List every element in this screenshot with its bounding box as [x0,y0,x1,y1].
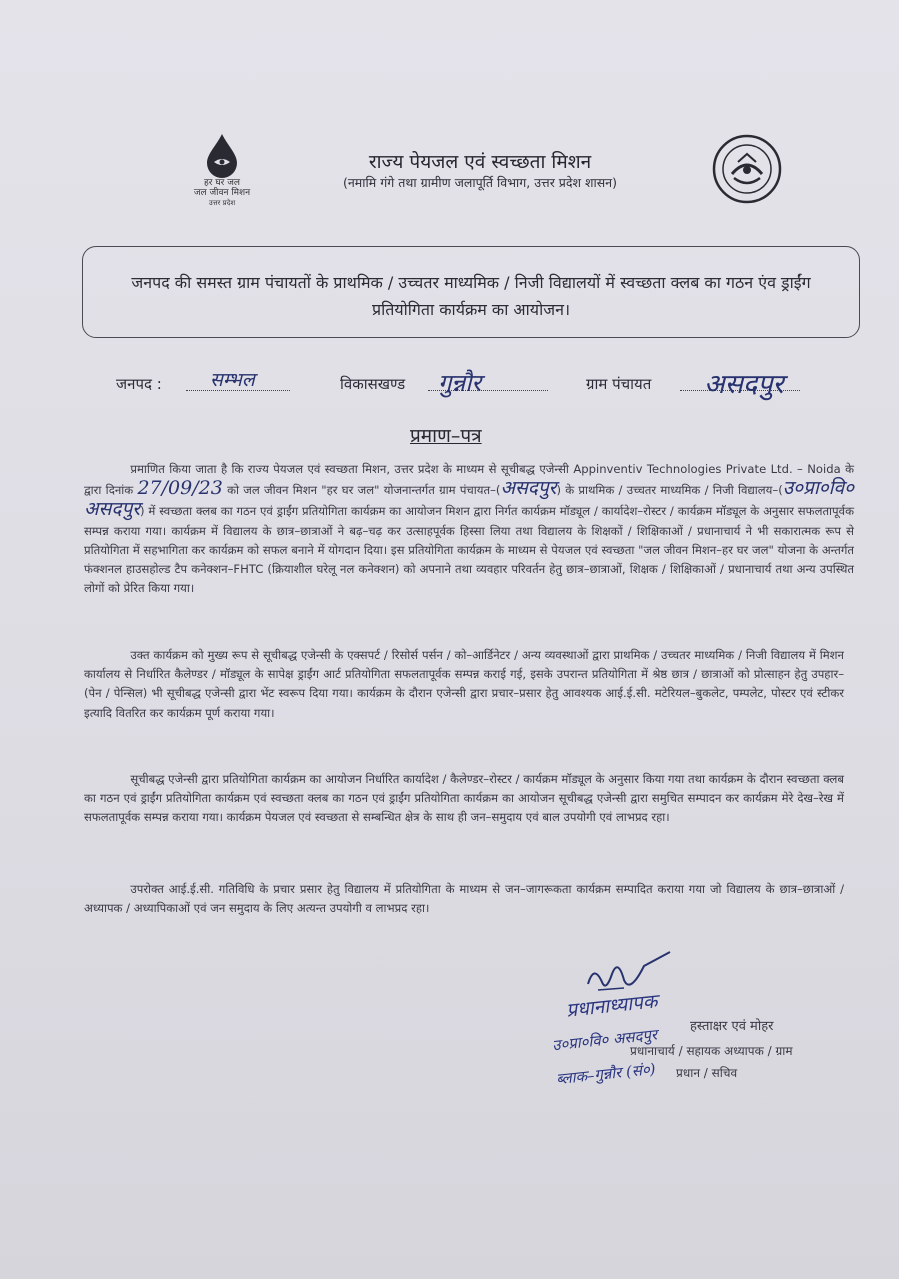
date-value: 27/09/23 [137,477,223,500]
stamp-line-1: प्रधानाध्यापक [565,990,659,1022]
school-inline-value: उ०प्रा०वि० असदपुर [84,477,854,521]
logo-caption-3: उत्तर प्रदेश [208,199,236,207]
p1-part-d: ) में स्वच्छता क्लब का गठन एवं ड्राईंग प्रतियोगिता कार्यक्रम का आयोजन मिशन द्वारा निर्गत कार्यक्रम मॉड्यूल / कार्यादेश–रोस्टर / कार्यक्रम मॉड्यूल के अनुसार सफलतापूर्वक सम्पन्न कराया गया। कार्यक्रम में विद्यालय के छात्र–छात्राओं ने बढ़–चढ़ कर उत्साहपूर्वक हिस्सा लिया तथा विद्यालय के शिक्षकों / शिक्षिकाओं / प्रधानाचार्य ने भी सकारात्मक रूप से प्रतियोगिता में सहभागिता कर कार्यक्रम को सफल बनाने में योगदान दिया। इस प्रतियोगिता कार्यक्रम के माध्यम से पेयजल एवं स्वच्छता "जल जीवन मिशन–हर घर जल" योजना के अन्तर्गत फंक्शनल हाउसहोल्ड टैप कनेक्शन–FHTC (क्रियाशील घरेलू नल कनेक्शन) को अपनाने तथा व्यवहार परिवर्तन हेतु छात्र–छात्राओं, शिक्षक / शिक्षिकाओं / प्रधानाचार्य तथा अन्य उपस्थित लोगों को प्रेरित किया गया। [84,504,854,596]
paragraph-2 [84,646,844,723]
subject-box [82,246,860,338]
vikaskhand-value: गुन्नौर [438,369,482,397]
certificate-heading: प्रमाण–पत्र [410,425,482,447]
p1-part-c: ) के प्राथमिक / उच्चतर माध्यमिक / निजी विद्यालय–( [556,483,783,498]
logo-caption-1: हर घर जल [204,178,240,188]
fields-row [0,368,899,408]
vikaskhand-label: विकासखण्ड [340,375,406,393]
stamp-line-2: उ०प्रा०वि० असदपुर [551,1025,658,1055]
subject-text: जनपद की समस्त ग्राम पंचायतों के प्राथमिक / उच्चतर माध्यमिक / निजी विद्यालयों में स्वच्छता क्लब का गठन एंव ड्राईंग प्रतियोगिता कार्यक्रम का आयोजन। [131,273,811,319]
signature-line-1: हस्ताक्षर एवं मोहर [690,1019,774,1034]
gram-inline-value: असदपुर [500,477,557,500]
paragraph-3 [84,770,844,828]
gram-label: ग्राम पंचायत [586,375,652,393]
paragraph-4 [84,880,844,918]
p4-text: उपरोक्त आई.ई.सी. गतिविधि के प्रचार प्रसार हेतु विद्यालय में प्रतियोगिता के माध्यम से जन–जागरूकता कार्यक्रम सम्पादित कराया गया जो विद्यालय के छात्र–छात्राओं / अध्यापक / अध्यापिकाओं एवं जन समुदाय के लिए अत्यन्त उपयोगी व लाभप्रद रहा। [84,882,844,916]
janpad-value: सम्भल [210,369,255,391]
header-subtitle: (नमामि गंगे तथा ग्रामीण जलापूर्ति विभाग, उत्तर प्रदेश शासन) [342,175,617,190]
up-state-seal-icon [712,134,782,204]
water-drop-logo-icon [202,132,242,178]
stamp-line-3: ब्लाक–गुन्नौर (सं०) [555,1059,657,1089]
paragraph-1 [84,460,854,598]
p1-part-a: प्रमाणित किया जाता है कि राज्य पेयजल एवं स्वच्छता मिशन, उत्तर प्रदेश के माध्यम से सूचीबद्ध एजेन्सी Appinventiv Technologies Private Ltd. – Noida के द्वारा दिनांक [84,462,854,498]
p3-text: सूचीबद्ध एजेन्सी द्वारा प्रतियोगिता कार्यक्रम का आयोजन निर्धारित कार्यादेश / कैलेण्डर–रोस्टर / कार्यक्रम मॉड्यूल के अनुसार किया गया तथा कार्यक्रम के दौरान स्वच्छता क्लब का गठन एवं ड्राईंग प्रतियोगिता कार्यक्रम एवं स्वच्छता क्लब का गठन एवं ड्राईंग प्रतियोगिता कार्यक्रम का आयोजन सूचीबद्ध एजेन्सी द्वारा समुचित सम्पादन कर कार्यक्रम मेरे देख–रेख में सफलतापूर्वक सम्पन्न कराया गया। कार्यक्रम पेयजल एवं स्वच्छता से सम्बन्धित क्षेत्र के साथ ही जन–समुदाय एवं बाल उपयोगी एवं लाभप्रद रहा। [84,772,844,825]
header-title: राज्य पेयजल एवं स्वच्छता मिशन [368,151,592,173]
p2-text: उक्त कार्यक्रम को मुख्य रूप से सूचीबद्ध एजेन्सी के एक्सपर्ट / रिसोर्स पर्सन / को–आर्डिनेटर / अन्य व्यवस्थाओं द्वारा प्राथमिक / उच्चतर माध्यमिक / निजी विद्यालय में मिशन कार्यालय से निर्धारित कैलेण्डर / मॉड्यूल के सापेक्ष ड्राईंग आर्ट प्रतियोगिता सफलतापूर्वक सम्पन्न कराई गई, इसके उपरान्त प्रतियोगिता में श्रेष्ठ छात्र / छात्राओं को प्रोत्साहन हेतु उपहार–(पेन / पेन्सिल) भी सूचीबद्ध एजेन्सी द्वारा भेंट स्वरूप दिया गया। कार्यक्रम के दौरान एजेन्सी द्वारा प्रचार–प्रसार हेतु आवश्यक आई.ई.सी. मटेरियल–बुकलेट, पम्पलेट, पोस्टर एवं स्टीकर इत्यादि वितरित कर कार्यक्रम पूर्ण कराया गया। [84,648,844,720]
logo-caption-2: जल जीवन मिशन [193,188,251,198]
har-ghar-jal-logo [188,132,256,208]
signature-line-2: प्रधानाचार्य / सहायक अध्यापक / ग्राम [630,1044,793,1058]
signature-line-3: प्रधान / सचिव [676,1066,738,1080]
janpad-label: जनपद : [116,375,162,393]
p1-part-b: को जल जीवन मिशन "हर घर जल" योजनान्तर्गत ग्राम पंचायत–( [227,483,501,498]
gram-value: असदपुर [704,369,784,400]
